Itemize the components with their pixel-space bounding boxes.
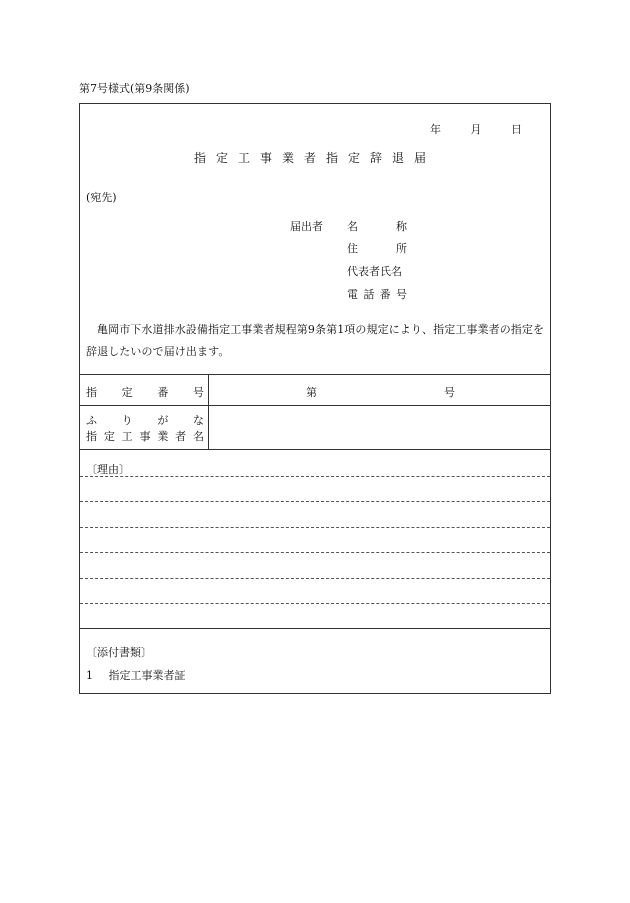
declaration-text: 亀岡市下水道排水設備指定工事業者規程第9条第1項の規定により、指定工事業者の指定を辞退したいので届け出ます。 [86,323,545,358]
reason-line [80,476,550,477]
reason-line [80,552,550,553]
designation-go: 号 [444,386,455,399]
reason-section [80,450,550,629]
phone-label: 電 話 番 号 [347,288,407,301]
attachment-text: 指定工事業者証 [108,669,186,682]
column-divider [208,406,209,449]
date-month: 月 [470,123,482,136]
header-section [80,104,550,375]
date-year: 年 [430,123,441,136]
contractor-name-label: 指 定 工 事 業 者 名 [86,430,204,443]
document-title: 指定工事業者指定辞退届 [193,151,436,165]
reason-line [80,501,550,502]
designation-number-row [80,375,550,406]
name-label: 名 称 [347,220,407,233]
address-label: 住 所 [347,242,407,255]
reason-line [80,578,550,579]
attachment-number: 1 [86,669,93,682]
reason-line [80,603,550,604]
attachment-item [86,667,186,683]
reason-line [80,527,550,528]
representative-label: 代表者氏名 [347,265,402,278]
designation-dai: 第 [306,386,317,399]
addressee-label: (宛先) [86,191,117,204]
date-day: 日 [511,123,522,136]
applicant-label: 届出者 [290,220,323,233]
reason-label: 〔理由〕 [86,463,130,476]
date-field [404,121,522,137]
designation-number-label: 指 定 番 号 [86,386,204,399]
furigana-label: ふ り が な [86,414,204,427]
attachments-label: 〔添付書類〕 [86,646,152,659]
column-divider [208,375,209,405]
contractor-name-row [80,406,550,450]
form-number-label: 第7号様式(第9条関係) [79,82,190,95]
form-frame [79,103,551,694]
attachments-section [80,629,550,693]
